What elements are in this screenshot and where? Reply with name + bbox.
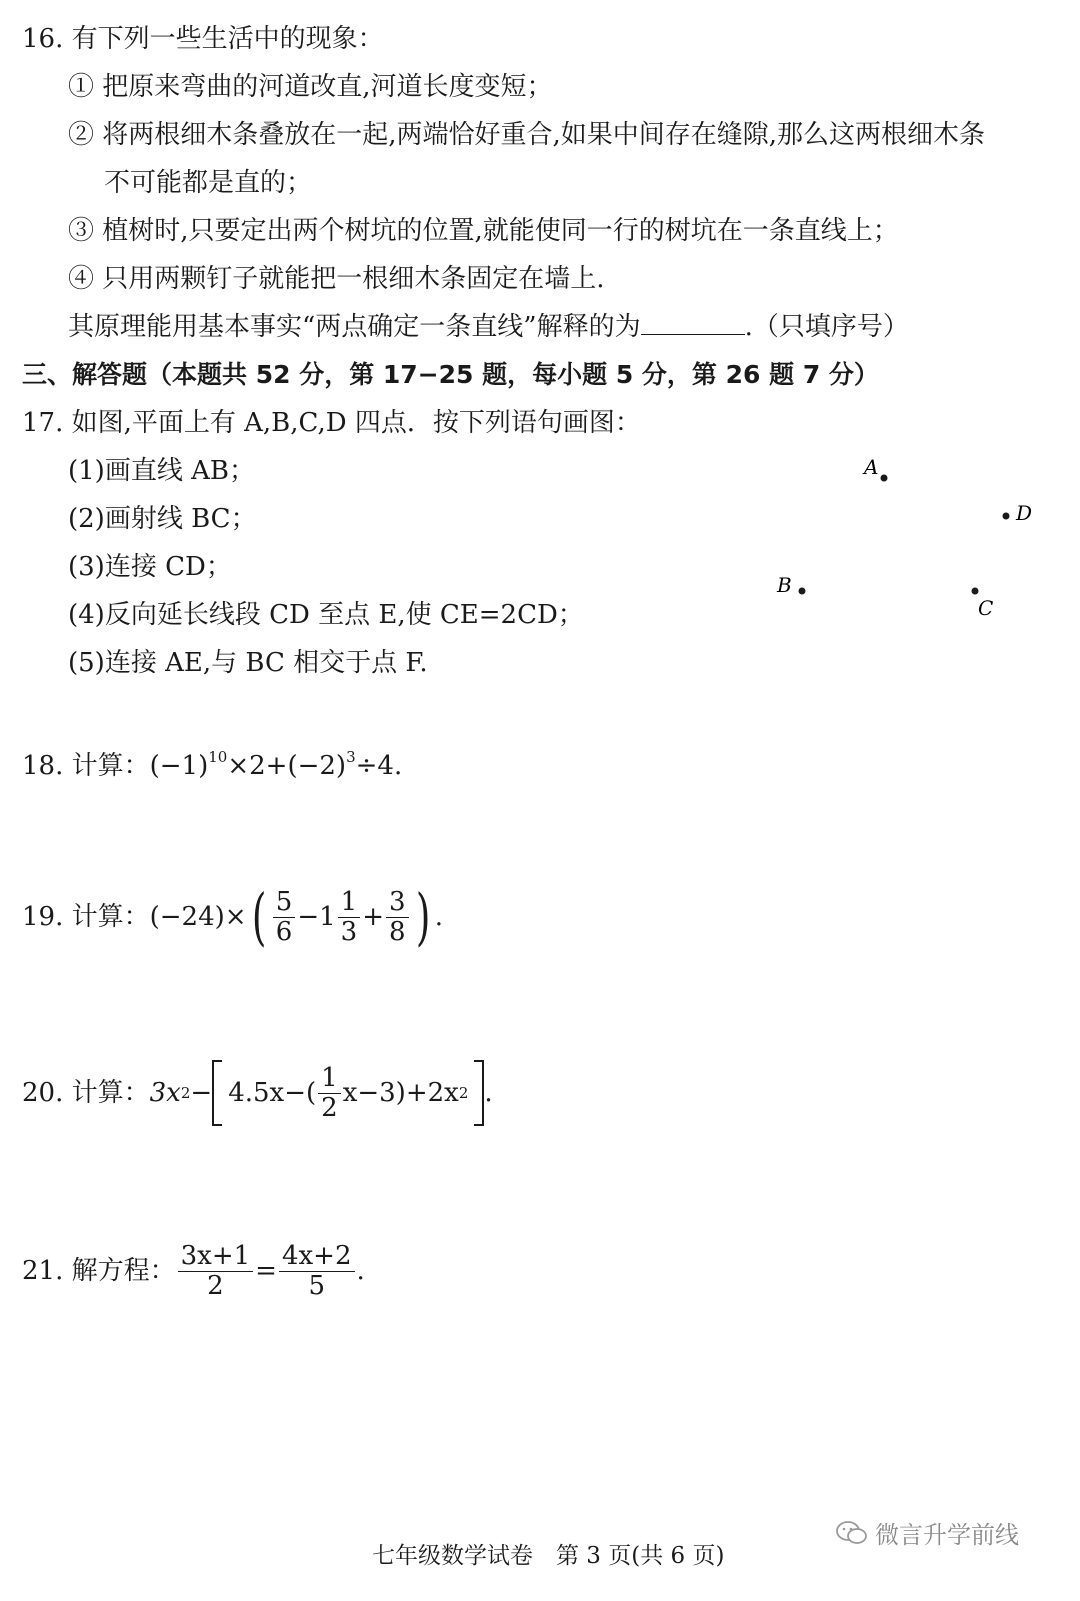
point-b-label: B	[777, 573, 792, 597]
q20-right-bracket	[474, 1060, 484, 1126]
q16-question-pre: 其原理能用基本事实“两点确定一条直线”解释的为	[68, 312, 641, 342]
q20-left-bracket	[212, 1060, 222, 1126]
q18-expr-3: ÷4.	[355, 751, 403, 781]
q19-frac-1: $\frac{5}{6}$	[273, 888, 296, 946]
q18-exp-2: 3	[346, 748, 356, 766]
q19-left-paren: (	[251, 880, 266, 953]
q19-right-paren: )	[415, 880, 430, 953]
q20-inner-2: x−3)+2x	[342, 1078, 459, 1108]
point-c-label: C	[978, 596, 994, 620]
page-footer: 七年级数学试卷 第 3 页(共 6 页)	[372, 1543, 725, 1569]
q16-question	[68, 310, 909, 344]
q21-label: 21. 解方程：	[22, 1256, 176, 1286]
watermark-text: 微言升学前线	[875, 1521, 1019, 1549]
q18-expr-2: ×2+(−2)	[227, 751, 347, 781]
q21-equals: =	[255, 1256, 277, 1286]
q20-sq: 2	[180, 1084, 191, 1102]
q17-step-4: (4)反向延长线段 CD 至点 E,使 CE=2CD；	[68, 600, 584, 630]
q17-step-3: (3)连接 CD；	[68, 552, 232, 582]
q21-right-frac: $\frac{4x+2}{5}$	[279, 1242, 355, 1300]
q20-inner-1: 4.5x−(	[228, 1078, 317, 1108]
q19-mid-2: +	[362, 902, 384, 932]
q16-item-2-cont: 不可能都是直的；	[104, 168, 313, 198]
q19-frac-3: $\frac{3}{8}$	[386, 888, 409, 946]
q17-point-diagram	[760, 440, 1060, 640]
q18	[22, 740, 402, 783]
q19-frac-2: $\frac{1}{3}$	[338, 888, 361, 946]
q18-label: 18. 计算：	[22, 751, 150, 781]
q20-label: 20. 计算：	[22, 1078, 150, 1108]
q16-item-1: ① 把原来弯曲的河道改直,河道长度变短；	[68, 72, 553, 102]
point-a-label: A	[864, 455, 879, 479]
q20-frac: $\frac{1}{2}$	[318, 1064, 341, 1122]
section-3-heading: 三、解答题（本题共 52 分，第 17−25 题，每小题 5 分，第 26 题 7 分）	[22, 360, 879, 389]
q20-post: .	[484, 1078, 493, 1108]
q18-expr-1: (−1)	[149, 751, 209, 781]
q20-sq-2: 2	[458, 1084, 469, 1102]
point-b-dot	[799, 588, 806, 595]
q19-mid-1: −1	[297, 902, 336, 932]
q17-step-1: (1)画直线 AB；	[68, 456, 255, 486]
q16-item-3: ③ 植树时,只要定出两个树坑的位置,就能使同一行的树坑在一条直线上；	[68, 216, 899, 246]
q20	[22, 1058, 493, 1128]
q17-title: 17. 如图,平面上有 A,B,C,D 四点．按下列语句画图：	[22, 408, 641, 438]
q19	[22, 882, 443, 952]
q19-post: .	[434, 902, 444, 932]
q20-minus: −	[190, 1078, 213, 1108]
wechat-icon	[835, 1520, 869, 1546]
point-d-dot	[1003, 513, 1010, 520]
point-a-dot	[881, 475, 888, 482]
q20-pre: 3x	[149, 1078, 181, 1108]
q16-question-post: .（只填序号）	[744, 312, 909, 342]
q17-step-5: (5)连接 AE,与 BC 相交于点 F.	[68, 648, 428, 678]
watermark	[835, 1515, 1019, 1550]
answer-blank[interactable]	[641, 310, 745, 335]
q16-item-4: ④ 只用两颗钉子就能把一根细木条固定在墙上.	[68, 264, 605, 294]
q16-title: 16. 有下列一些生活中的现象：	[22, 24, 384, 54]
q19-pre: (−24)×	[149, 902, 247, 932]
q17-step-2: (2)画射线 BC；	[68, 504, 257, 534]
q16-item-2: ② 将两根细木条叠放在一起,两端恰好重合,如果中间存在缝隙,那么这两根细木条	[68, 120, 986, 150]
q21-left-frac: $\frac{3x+1}{2}$	[178, 1242, 254, 1300]
q21-post: .	[356, 1256, 365, 1286]
q21	[22, 1236, 365, 1306]
point-d-label: D	[1016, 501, 1033, 525]
point-c-dot	[972, 588, 979, 595]
q18-exp-1: 10	[208, 748, 228, 766]
q19-label: 19. 计算：	[22, 902, 150, 932]
